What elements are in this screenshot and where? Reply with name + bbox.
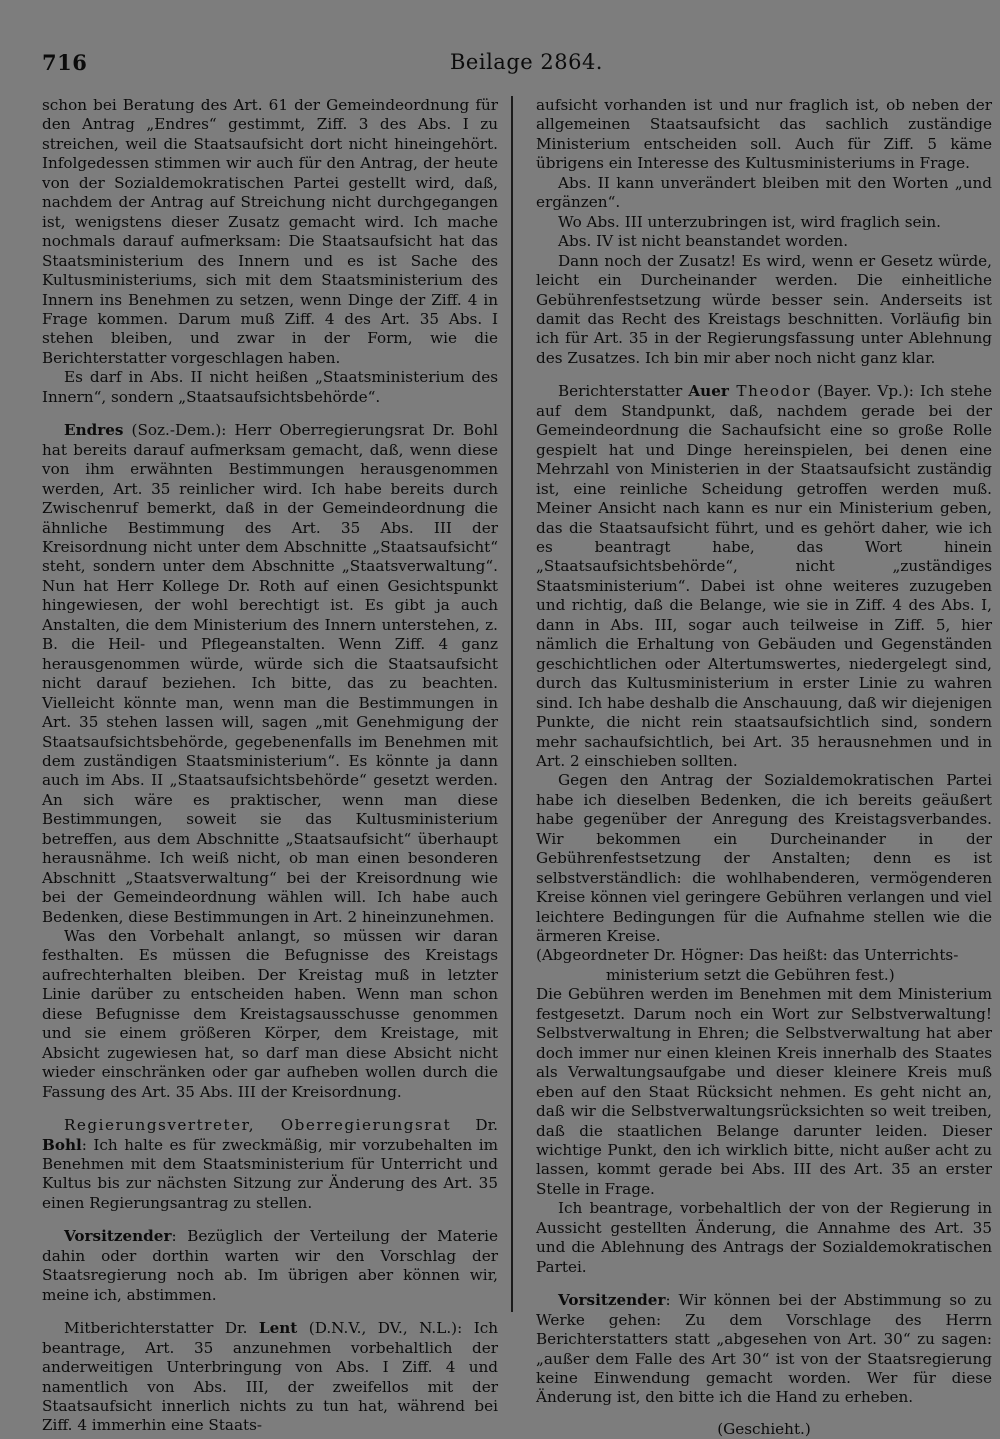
- speech-chair: [536, 1291, 992, 1408]
- interjection: (Abgeordneter Dr. Högner: Das heißt: das Unterrichts- ministerium setzt die Gebühren fest.): [536, 946, 959, 984]
- speech-text: Ich beantrage, Art. 35 anzunehmen vorbehaltlich der anderweitigen Unterbringung von Abs. I Ziff. 4 und namentlich von Abs. III, der zweifellos mit der Staatsaufsicht innerlich nichts zu tun hat, während bei Ziff. 4 immerhin eine Staats-: [42, 1319, 498, 1435]
- page-number: 716: [42, 50, 88, 75]
- speaker-role: Mitberichterstatter Dr.: [64, 1319, 259, 1338]
- speaker-party: (D.N.V., DV., N.L.):: [297, 1319, 463, 1338]
- paragraph: Was den Vorbehalt anlangt, so müssen wir daran festhalten. Es müssen die Befugnisse des Kreistags aufrechterhalten bleiben. Der Kreistag muß in letzter Linie darüber zu entscheiden haben. Wenn man schon diese Befugnisse dem Kreistagsausschusse genommen und sie einem größeren Körper, dem Kreistage, mit Absicht zugewiesen hat, so darf man diese Absicht nicht wieder einschränken oder gar aufheben wollen durch die Fassung des Art. 35 Abs. III der Kreisordnung.: [42, 927, 498, 1101]
- speech-text: : Wir können bei der Abstimmung so zu Werke gehen: Zu dem Vorschlage des Herrn Berichterstatters statt „abgesehen von Art. 30“ zu sagen: „außer dem Falle des Art 30“ ist von der Staatsregierung keine Einwendung gemacht worden. Wer für diese Änderung ist, den bitte ich die Hand zu erheben.: [536, 1291, 992, 1407]
- right-column: [536, 96, 992, 1439]
- left-column: [42, 96, 498, 1436]
- speech-text: : Ich halte es für zweckmäßig, mir vorzubehalten im Benehmen mit dem Staatsministerium für Unterricht und Kultus bis zur nächsten Sitzung zur Änderung des Art. 35 einen Regierungsantrag zu stellen.: [42, 1135, 498, 1212]
- page-title: Beilage 2864.: [450, 50, 603, 74]
- paragraph: Dann noch der Zusatz! Es wird, wenn er Gesetz würde, leicht ein Durcheinander werden. Die einheitliche Gebührenfestsetzung würde besser sein. Anderseits ist damit das Recht des Kreistags beschnitten. Vorläufig bin ich für Art. 35 in der Regierungsfassung unter Ablehnung des Zusatzes. Ich bin mir aber noch nicht ganz klar.: [536, 251, 992, 367]
- speech-bohl: [42, 1116, 498, 1213]
- paragraph: schon bei Beratung des Art. 61 der Gemeindeordnung für den Antrag „Endres“ gestimmt, Ziff. 3 des Abs. I zu streichen, weil die Staatsaufsicht dort nicht hineingehört. Infolgedessen stimmen wir auch für den Antrag, der heute von der Sozialdemokratischen Partei gestellt wird, daß, nachdem der Antrag auf Streichung nicht durchgegangen ist, wenigstens dieser Zusatz gemacht wird. Ich mache nochmals darauf aufmerksam: Die Staatsaufsicht hat das Staatsministerium des Innern und es ist Sache des Kultusministeriums, sich mit dem Staatsministerium des Innern ins Benehmen zu setzen, wenn Dinge der Ziff. 4 in Frage kommen. Darum muß Ziff. 4 des Art. 35 Abs. I stehen bleiben, und zwar in der Form, wie die Berichterstatter vorgeschlagen haben.: [42, 96, 498, 367]
- speech-text: Herr Oberregierungsrat Dr. Bohl hat bereits darauf aufmerksam gemacht, daß, wenn diese von ihm erwähnten Bestimmungen herausgenommen werden, Art. 35 reinlicher wird. Ich habe bereits durch Zwischenruf bemerkt, daß in der Gemeindeordnung die ähnliche Bestimmung des Art. 35 Abs. III der Kreisordnung nicht unter dem Abschnitte „Staatsaufsicht“ steht, sondern unter dem Abschnitte „Staatsverwaltung“. Nun hat Herr Kollege Dr. Roth auf einen Gesichtspunkt hingewiesen, der wohl berechtigt ist. Es gibt ja auch Anstalten, die dem Ministerium des Innern unterstehen, z. B. die Heil- und Pflegeanstalten. Wenn Ziff. 4 ganz herausgenommen würde, würde sich die Staatsaufsicht nicht darauf beziehen. Ich bitte, das zu beachten. Vielleicht könnte man, wenn man die Bestimmungen in Art. 35 stehen lassen will, sagen „mit Genehmigung der Staatsaufsichtsbehörde, gegebenenfalls im Benehmen mit dem zuständigen Staatsministerium“. Es könnte ja dann auch im Abs. II „Staatsaufsichtsbehörde“ gesetzt werden. An sich wäre es praktischer, wenn man diese Bestimmungen, soweit sie das Kultusministerium betreffen, aus dem Abschnitte „Staatsaufsicht“ überhaupt herausnähme. Ich weiß nicht, ob man einen besonderen Abschnitt „Staatsverwaltung“ bei der Kreisordnung wie bei der Gemeindeordnung wählen will. Ich habe auch Bedenken, diese Bestimmungen in Art. 2 hineinzunehmen.: [42, 421, 498, 926]
- speaker-name: Endres: [64, 421, 124, 440]
- speaker-role: Berichterstatter: [558, 382, 689, 401]
- column-divider: [511, 96, 513, 1312]
- speech-auer: [536, 382, 992, 771]
- speaker-name: Bohl: [42, 1135, 82, 1154]
- speaker-party: (Bayer. Vp.):: [811, 382, 920, 401]
- speaker-party: (Soz.-Dem.):: [123, 421, 235, 440]
- speaker-title: Dr.: [475, 1116, 498, 1135]
- paragraph: Wo Abs. III unterzubringen ist, wird fraglich sein.: [558, 212, 941, 231]
- paragraph: Ich beantrage, vorbehaltlich der von der Regierung in Aussicht gestellten Änderung, die Annahme des Art. 35 und die Ablehnung des Antrags der Sozialdemokratischen Partei.: [536, 1199, 992, 1276]
- paragraph: aufsicht vorhanden ist und nur fraglich ist, ob neben der allgemeinen Staatsaufsicht das sachlich zuständige Ministerium entscheiden soll. Auch für Ziff. 5 käme übrigens ein Interesse des Kultusministeriums in Frage.: [536, 96, 992, 173]
- speech-endres: [42, 421, 498, 927]
- paragraph: Die Gebühren werden im Benehmen mit dem Ministerium festgesetzt. Darum noch ein Wort zur Selbstverwaltung! Selbstverwaltung in Ehren; die Selbstverwaltung hat aber doch immer nur einen kleinen Kreis innerhalb des Staates als Verwaltungsaufgabe und dieser kleinere Kreis muß eben auf den Staat Rücksicht nehmen. Es geht nicht an, daß wir die Selbstverwaltungsrücksichten so weit treiben, daß die staatlichen Belange darunter leiden. Dieser wichtige Punkt, den ich wirklich bitte, nicht außer acht zu lassen, kommt gerade bei Abs. III des Art. 35 an erster Stelle in Frage.: [536, 985, 992, 1198]
- speaker-name: Vorsitzender: [558, 1291, 666, 1310]
- speech-text: : Bezüglich der Verteilung der Materie dahin oder dorthin warten wir den Vorschlag der Staatsregierung noch ab. Im übrigen aber können wir, meine ich, abstimmen.: [42, 1227, 498, 1304]
- paragraph: Es darf in Abs. II nicht heißen „Staatsministerium des Innern“, sondern „Staatsaufsichtsbehörde“.: [42, 368, 498, 406]
- paragraph: Abs. II kann unverändert bleiben mit den Worten „und ergänzen“.: [536, 173, 992, 212]
- speaker-role: Regierungsvertreter, Oberregierungsrat: [64, 1116, 452, 1135]
- speaker-firstname: Theodor: [728, 382, 812, 401]
- paragraph: Gegen den Antrag der Sozialdemokratischen Partei habe ich dieselben Bedenken, die ich bereits geäußert habe gegenüber der Anregung des Kreistagsverbandes. Wir bekommen ein Durcheinander in der Gebührenfestsetzung der Anstalten; denn es ist selbstverständlich: die wohlhabenderen, vermögenderen Kreise können viel geringere Gebühren verlangen und viel leichtere Bedingungen für die Aufnahme stellen wie die ärmeren Kreise.: [536, 771, 992, 946]
- speech-text: Ich stehe auf dem Standpunkt, daß, nachdem gerade bei der Gemeindeordnung die Sachaufsicht eine so große Rolle gespielt hat und Dinge hereinspielen, bei denen eine Mehrzahl von Ministerien in der Staatsaufsicht zuständig ist, eine reinliche Scheidung getroffen werden muß. Meiner Ansicht nach kann es nur ein Ministerium geben, das die Staatsaufsicht führt, und es gehört daher, wie ich es beantragt habe, das Wort hinein „Staatsaufsichtsbehörde“, nicht „zuständiges Staatsministerium“. Dabei ist ohne weiteres zuzugeben und richtig, daß die Belange, wie sie in Ziff. 4 des Abs. I, dann in Abs. III, sogar auch teilweise in Ziff. 5, hier nämlich die Erhaltung von Gebäuden und Gegenständen geschichtlichen oder Altertumswertes, niedergelegt sind, durch das Kultusministerium in erster Linie zu wahren sind. Ich habe deshalb die Anschauung, daß wir diejenigen Punkte, die nicht rein staatsaufsichtlich sind, sondern mehr sachaufsichtlich, bei Art. 35 herausnehmen und in Art. 2 einschieben sollten.: [536, 382, 992, 770]
- speaker-name: Auer: [688, 382, 729, 401]
- speaker-name: Vorsitzender: [64, 1227, 172, 1246]
- speech-chair: [42, 1227, 498, 1305]
- speaker-name: Lent: [258, 1319, 298, 1338]
- procedural-note: (Geschieht.): [717, 1419, 811, 1438]
- paragraph: Abs. IV ist nicht beanstandet worden.: [558, 232, 849, 251]
